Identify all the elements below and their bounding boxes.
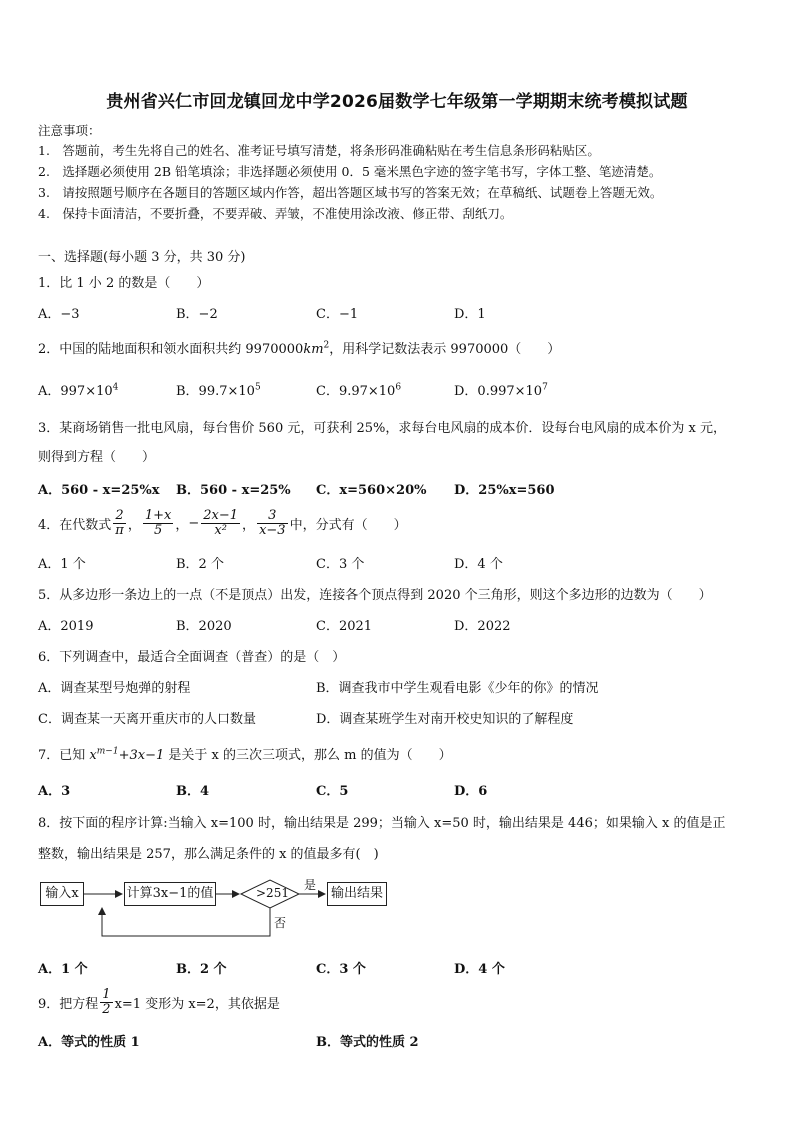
- q7-option-d[interactable]: D．6: [454, 784, 488, 799]
- q4-f1-num: 2: [113, 509, 126, 524]
- notice-item-2: 2. 选择题必须使用 2B 铅笔填涂；非选择题必须使用 0．5 毫米黑色字迹的签字笔书写，字体工整、笔迹清楚。: [38, 164, 662, 179]
- q2-b-exp: 5: [254, 382, 261, 393]
- q4-fraction-4: [257, 509, 288, 537]
- q2-b-text: B．99.7×10: [176, 384, 255, 399]
- q8-option-d[interactable]: D．4 个: [454, 962, 505, 977]
- q5-option-b[interactable]: B．2020: [176, 619, 232, 634]
- q6-option-b[interactable]: B．调查我市中学生观看电影《少年的你》的情况: [316, 681, 599, 696]
- q4-sep-1: ，: [127, 517, 141, 533]
- q1-option-c[interactable]: C．−1: [316, 307, 359, 322]
- q4-f3-den: x²: [214, 522, 227, 538]
- q4-pre: 4．在代数式: [38, 517, 112, 533]
- q9-option-a[interactable]: A．等式的性质 1: [38, 1035, 140, 1050]
- q3-option-c[interactable]: C．x=560×20%: [316, 483, 427, 498]
- q3-option-d[interactable]: D．25%x=560: [454, 483, 555, 498]
- q6-option-a[interactable]: A．调查某型号炮弹的射程: [38, 681, 191, 696]
- question-3-line2: 则得到方程（ ）: [38, 450, 156, 465]
- q2-option-c[interactable]: [316, 380, 401, 399]
- flow-output-box: 输出结果: [327, 882, 387, 906]
- question-8-line1: 8．按下面的程序计算:当输入 x=100 时，输出结果是 299；当输入 x=50 时，输出结果是 446；如果输入 x 的值是正: [38, 816, 726, 831]
- section-heading: 一、选择题(每小题 3 分，共 30 分): [38, 250, 246, 265]
- q9-f-den: 2: [102, 1001, 111, 1017]
- q2-unit-exp: 2: [323, 340, 330, 351]
- q4-f1-den: π: [115, 522, 124, 538]
- notice-item-3: 3. 请按照题号顺序在各题目的答题区域内作答，超出答题区域书写的答案无效；在草稿纸、试题卷上答题无效。: [38, 185, 663, 200]
- q4-f4-den: x−3: [259, 522, 286, 538]
- q9-option-b[interactable]: B．等式的性质 2: [316, 1035, 419, 1050]
- q2-a-text: A．997×10: [38, 384, 113, 399]
- q8-option-b[interactable]: B．2 个: [176, 962, 227, 977]
- q2-unit: km: [303, 342, 324, 357]
- q1-option-a[interactable]: A．−3: [38, 307, 80, 322]
- q7-expr-rest: +3x−1: [118, 748, 165, 763]
- question-8-line2: 整数，输出结果是 257，那么满足条件的 x 的值最多有( ): [38, 847, 379, 862]
- q2-a-exp: 4: [112, 382, 119, 393]
- flow-yes-label: 是: [304, 878, 317, 892]
- q4-fraction-3: [201, 509, 240, 537]
- q2-option-d[interactable]: [454, 380, 548, 399]
- q9-pre: 9．把方程: [38, 996, 99, 1012]
- q5-option-d[interactable]: D．2022: [454, 619, 511, 634]
- q7-post: 是关于 x 的三次三项式，那么 m 的值为（ ）: [168, 748, 452, 763]
- question-6-stem: 6．下列调查中，最适合全面调查（普查）的是（ ）: [38, 650, 346, 665]
- q3-option-a[interactable]: A．560 - x=25%x: [38, 483, 160, 498]
- q2-stem-pre: 2．中国的陆地面积和领水面积共约 9970000: [38, 342, 304, 357]
- page-title: 贵州省兴仁市回龙镇回龙中学2026届数学七年级第一学期期末统考模拟试题: [106, 92, 688, 112]
- q4-post: 中，分式有（ ）: [289, 517, 407, 533]
- q7-expr-exp: m−1: [96, 746, 119, 757]
- q2-d-exp: 7: [542, 382, 548, 393]
- notice-heading: 注意事项：: [38, 123, 101, 138]
- q4-sep-2: ，: [175, 517, 189, 533]
- q1-option-d[interactable]: D．1: [454, 307, 486, 322]
- q4-f3-sign: −: [188, 515, 200, 531]
- question-5-stem: 5．从多边形一条边上的一点（不是顶点）出发，连接各个顶点得到 2020 个三角形，则这个多边形的边数为（ ）: [38, 588, 712, 603]
- q4-f3-num: 2x−1: [203, 507, 239, 523]
- q4-f4-num: 3: [257, 509, 288, 524]
- q4-fraction-1: [113, 509, 126, 537]
- question-4-stem: [38, 503, 407, 543]
- q4-option-a[interactable]: A．1 个: [38, 557, 86, 572]
- question-3-line1: 3．某商场销售一批电风扇，每台售价 560 元，可获利 25%，求每台电风扇的成本价．设每台电风扇的成本价为 x 元，: [38, 421, 726, 436]
- q4-option-b[interactable]: B．2 个: [176, 557, 224, 572]
- q1-option-b[interactable]: B．−2: [176, 307, 218, 322]
- q4-f2-den: 5: [153, 522, 163, 538]
- notice-item-1: 1. 答题前，考生先将自己的姓名、准考证号填写清楚，将条形码准确粘贴在考生信息条形码粘贴区。: [38, 143, 600, 158]
- q8-option-c[interactable]: C．3 个: [316, 962, 366, 977]
- q7-option-c[interactable]: C．5: [316, 784, 349, 799]
- question-9-stem: [38, 984, 280, 1020]
- q6-option-d[interactable]: D．调查某班学生对南开校史知识的了解程度: [316, 712, 574, 727]
- q4-f2-num: 1+x: [144, 507, 172, 523]
- q4-fraction-2: [143, 509, 174, 537]
- q2-option-a[interactable]: [38, 380, 118, 399]
- flow-compute-box: 计算3x−1的值: [124, 882, 216, 906]
- q4-sep-3: ，: [242, 517, 256, 533]
- flow-condition-label: >251: [256, 886, 289, 900]
- q9-post: x=1 变形为 x=2，其依据是: [114, 996, 280, 1012]
- notice-item-4: 4. 保持卡面清洁，不要折叠，不要弄破、弄皱，不准使用涂改液、修正带、刮纸刀。: [38, 206, 513, 221]
- q5-option-c[interactable]: C．2021: [316, 619, 373, 634]
- q4-option-c[interactable]: C．3 个: [316, 557, 365, 572]
- q2-c-exp: 6: [395, 382, 402, 393]
- q6-option-c[interactable]: C．调查某一天离开重庆市的人口数量: [38, 712, 256, 727]
- q7-option-b[interactable]: B．4: [176, 784, 210, 799]
- flow-arrows: [36, 872, 396, 944]
- q2-d-text: D．0.997×10: [454, 384, 543, 399]
- q7-option-a[interactable]: A．3: [38, 784, 71, 799]
- q3-option-b[interactable]: B．560 - x=25%: [176, 483, 291, 498]
- question-7-stem: [38, 744, 452, 763]
- question-2-stem: [38, 338, 560, 357]
- question-1-stem: 1．比 1 小 2 的数是（ ）: [38, 276, 210, 291]
- q4-option-d[interactable]: D．4 个: [454, 557, 503, 572]
- flow-no-label: 否: [274, 916, 287, 930]
- q7-pre: 7．已知: [38, 748, 86, 763]
- q2-option-b[interactable]: [176, 380, 261, 399]
- q2-c-text: C．9.97×10: [316, 384, 396, 399]
- q9-fraction: [100, 988, 112, 1016]
- q2-stem-post: ，用科学记数法表示 9970000（ ）: [329, 342, 561, 357]
- q7-expr-base: x: [89, 748, 97, 763]
- q9-f-num: 1: [102, 986, 111, 1002]
- q8-option-a[interactable]: A．1 个: [38, 962, 88, 977]
- flow-input-box: 输入x: [40, 882, 84, 906]
- q5-option-a[interactable]: A．2019: [38, 619, 94, 634]
